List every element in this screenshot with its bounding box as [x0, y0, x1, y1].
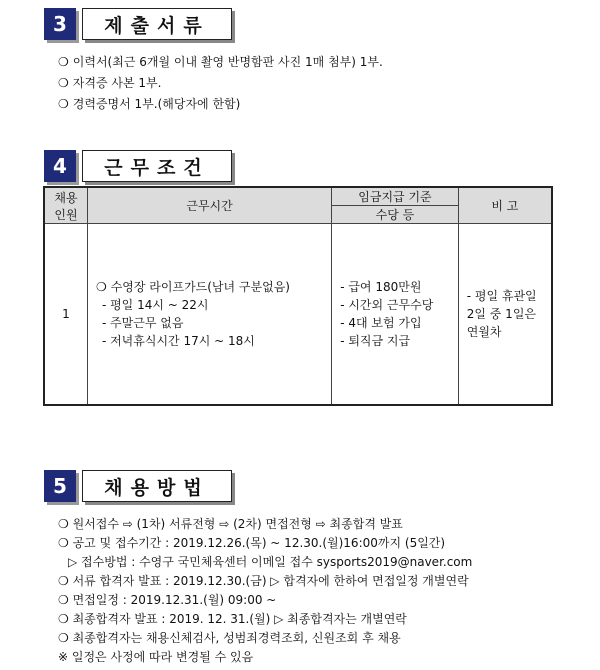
list-item: ❍ 이력서(최근 6개월 이내 촬영 반명함판 사진 1매 첨부) 1부.: [58, 55, 383, 69]
list-item: ❍ 서류 합격자 발표 : 2019.12.30.(금) ▷ 합격자에 한하여 면접일정 개별연락: [58, 574, 469, 588]
header-hours: 근무시간: [87, 187, 331, 224]
list-item: ❍ 자격증 사본 1부.: [58, 76, 162, 90]
header-note: 비 고: [458, 187, 552, 224]
table-row: [44, 224, 552, 406]
list-item: ❍ 원서접수 ⇨ (1차) 서류전형 ⇨ (2차) 면접전형 ⇨ 최종합격 발표: [58, 517, 403, 531]
notice-note: ※ 일정은 사정에 따라 변경될 수 있음: [58, 650, 254, 664]
circle-bullet-icon: ❍: [58, 76, 69, 90]
work-conditions-table: [43, 186, 553, 406]
list-item: ❍ 최종합격자는 채용신체검사, 성범죄경력조회, 신원조회 후 채용: [58, 631, 401, 645]
pay-cell: - 급여 180만원 - 시간외 근무수당 - 4대 보험 가입 - 퇴직금 지급: [332, 224, 459, 406]
list-item: ❍ 최종합격자 발표 : 2019. 12. 31.(월) ▷ 최종합격자는 개별연락: [58, 612, 407, 626]
header-hire: 채용 인원: [44, 187, 87, 224]
list-item: ❍ 면접일정 : 2019.12.31.(월) 09:00 ~: [58, 593, 277, 607]
section-number: 4: [44, 150, 76, 182]
section-title: 근무조건: [82, 150, 232, 182]
section-title: 제출서류: [82, 8, 232, 40]
section-title: 채용방법: [82, 470, 232, 502]
header-allowance: 수당 등: [332, 206, 459, 224]
hire-count: 1: [44, 224, 87, 406]
list-item: ▷ 접수방법 : 수영구 국민체육센터 이메일 접수 sysports2019@naver.com: [68, 555, 473, 569]
circle-bullet-icon: ❍: [58, 55, 69, 69]
note-cell: - 평일 휴관일 2일 중 1일은 연월차: [458, 224, 552, 406]
list-item: ❍ 경력증명서 1부.(해당자에 한함): [58, 97, 241, 111]
header-pay: 임금지급 기준: [332, 187, 459, 206]
section-number: 5: [44, 470, 76, 502]
section-number: 3: [44, 8, 76, 40]
list-item: ❍ 공고 및 접수기간 : 2019.12.26.(목) ~ 12.30.(월)16:00까지 (5일간): [58, 536, 446, 550]
circle-bullet-icon: ❍: [58, 97, 69, 111]
hours-cell: ❍ 수영장 라이프가드(남녀 구분없음) - 평일 14시 ~ 22시 - 주말근무 없음 - 저녁휴식시간 17시 ~ 18시: [87, 224, 331, 406]
circle-bullet-icon: ❍: [95, 280, 107, 294]
